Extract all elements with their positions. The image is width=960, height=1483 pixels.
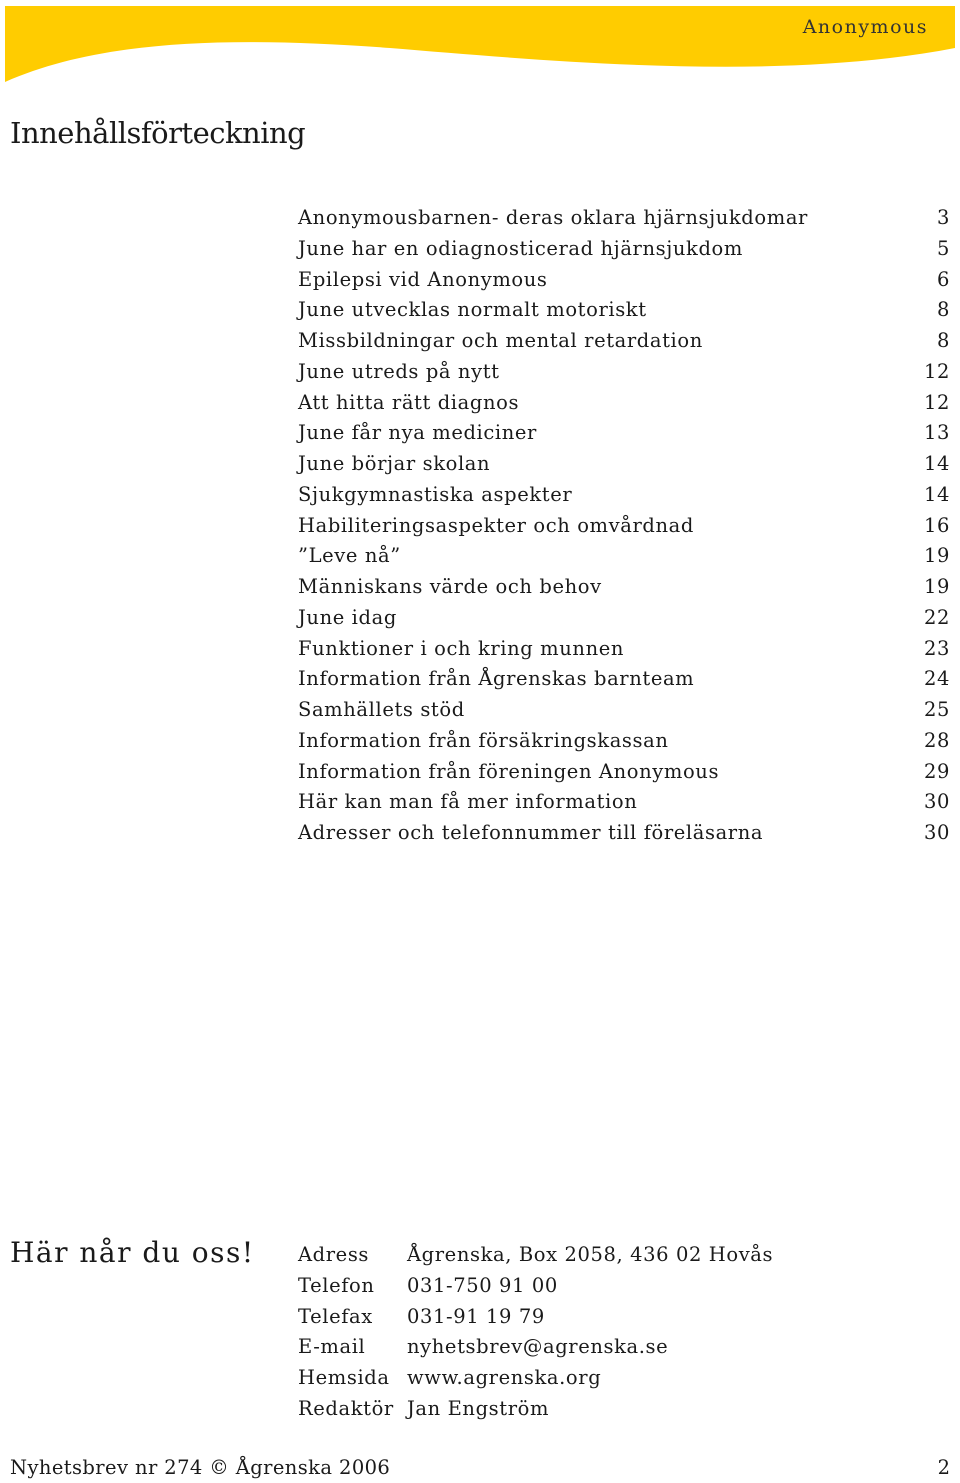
toc-entry-page: 3 bbox=[936, 206, 950, 229]
toc-entry bbox=[298, 298, 950, 329]
toc-entry-title: Anonymousbarnen- deras oklara hjärnsjukdomar bbox=[298, 206, 808, 229]
toc-entry-title: Människans värde och behov bbox=[298, 575, 602, 598]
toc-entry-page: 16 bbox=[923, 513, 950, 537]
toc-entry bbox=[298, 391, 950, 422]
toc-entry-page: 12 bbox=[923, 390, 950, 414]
toc-entry-page: 12 bbox=[923, 359, 950, 383]
toc-entry-title: Samhällets stöd bbox=[298, 698, 465, 721]
toc-title: Innehållsförteckning bbox=[10, 116, 306, 150]
toc-entry bbox=[298, 329, 950, 360]
toc-entry-title: June får nya mediciner bbox=[298, 421, 537, 445]
toc-entry-title: ”Leve nå” bbox=[298, 544, 401, 568]
contact-value: www.agrenska.org bbox=[407, 1366, 602, 1390]
toc-entry-page: 23 bbox=[923, 636, 950, 660]
toc-entry bbox=[298, 206, 950, 237]
toc-entry bbox=[298, 360, 950, 391]
toc-entry bbox=[298, 698, 950, 729]
toc-entry-title: June utvecklas normalt motoriskt bbox=[298, 298, 647, 322]
contact-row bbox=[298, 1305, 773, 1336]
contact-label: Adress bbox=[298, 1243, 370, 1266]
toc-entry-title: Sjukgymnastiska aspekter bbox=[298, 482, 573, 506]
header-brand: Anonymous bbox=[802, 16, 928, 38]
toc-entry bbox=[298, 729, 950, 760]
toc-entry-page: 8 bbox=[936, 298, 950, 322]
toc-entry bbox=[298, 452, 950, 483]
contact-label: Redaktör bbox=[298, 1396, 394, 1420]
contact-row bbox=[298, 1366, 773, 1397]
toc-entry bbox=[298, 637, 950, 668]
toc-entry bbox=[298, 544, 950, 575]
toc-entry-page: 30 bbox=[923, 790, 950, 814]
toc-entry bbox=[298, 237, 950, 268]
contact-value: nyhetsbrev@agrenska.se bbox=[407, 1335, 669, 1359]
contact-label: Hemsida bbox=[298, 1366, 390, 1390]
toc-entry-page: 14 bbox=[923, 482, 950, 506]
toc-entry-page: 19 bbox=[923, 575, 950, 598]
toc-entry-title: Här kan man få mer information bbox=[298, 790, 638, 814]
toc-entry-title: Funktioner i och kring munnen bbox=[298, 636, 625, 660]
toc-entry bbox=[298, 667, 950, 698]
toc-entry bbox=[298, 421, 950, 452]
toc-entry-page: 13 bbox=[923, 421, 950, 445]
toc-entry-title: Epilepsi vid Anonymous bbox=[298, 267, 548, 291]
header-banner bbox=[0, 0, 960, 90]
toc-entry-title: Habiliteringsaspekter och omvårdnad bbox=[298, 513, 694, 537]
contact-value: Ågrenska, Box 2058, 436 02 Hovås bbox=[407, 1243, 774, 1266]
toc-entry-title: June utreds på nytt bbox=[298, 359, 500, 383]
toc-entry-page: 28 bbox=[923, 728, 950, 752]
toc-entry-title: Adresser och telefonnummer till föreläsarna bbox=[298, 821, 764, 844]
toc-entry-page: 14 bbox=[923, 452, 950, 475]
toc-entry-page: 5 bbox=[936, 236, 950, 260]
toc-entry-page: 22 bbox=[923, 605, 950, 629]
toc-entry-page: 8 bbox=[936, 329, 950, 352]
toc-entry-page: 24 bbox=[923, 667, 950, 691]
toc-entry bbox=[298, 760, 950, 791]
toc-entry-title: June har en odiagnosticerad hjärnsjukdom bbox=[298, 236, 743, 260]
toc-entry-page: 25 bbox=[923, 698, 950, 721]
toc-entry-title: June börjar skolan bbox=[298, 452, 491, 475]
contact-label: E-mail bbox=[298, 1335, 366, 1359]
toc-list bbox=[298, 206, 950, 852]
toc-entry-page: 29 bbox=[923, 759, 950, 783]
contact-value: 031-750 91 00 bbox=[407, 1273, 558, 1297]
contact-label: Telefon bbox=[298, 1273, 375, 1297]
contact-row bbox=[298, 1397, 773, 1428]
toc-entry-title: Missbildningar och mental retardation bbox=[298, 329, 703, 352]
contact-value: 031-91 19 79 bbox=[407, 1304, 545, 1328]
toc-entry bbox=[298, 606, 950, 637]
footer-page-number: 2 bbox=[937, 1456, 950, 1479]
toc-entry-page: 19 bbox=[923, 544, 950, 568]
contact-row bbox=[298, 1335, 773, 1366]
toc-entry bbox=[298, 575, 950, 606]
toc-entry-title: Att hitta rätt diagnos bbox=[298, 390, 520, 414]
toc-entry-title: June idag bbox=[298, 605, 397, 629]
toc-entry-title: Information från Ågrenskas barnteam bbox=[298, 667, 695, 691]
toc-entry-title: Information från försäkringskassan bbox=[298, 728, 669, 752]
toc-entry-page: 6 bbox=[936, 267, 950, 291]
contact-value: Jan Engström bbox=[407, 1396, 550, 1420]
contact-list bbox=[298, 1243, 773, 1428]
toc-entry bbox=[298, 483, 950, 514]
toc-entry bbox=[298, 821, 950, 852]
contact-row bbox=[298, 1243, 773, 1274]
toc-entry-page: 30 bbox=[923, 821, 950, 844]
contact-label: Telefax bbox=[298, 1304, 373, 1328]
toc-entry-title: Information från föreningen Anonymous bbox=[298, 759, 720, 783]
toc-entry bbox=[298, 790, 950, 821]
contact-row bbox=[298, 1274, 773, 1305]
toc-entry bbox=[298, 268, 950, 299]
toc-entry bbox=[298, 514, 950, 545]
footer-publication: Nyhetsbrev nr 274 © Ågrenska 2006 bbox=[10, 1456, 391, 1479]
contact-title: Här når du oss! bbox=[10, 1236, 255, 1269]
